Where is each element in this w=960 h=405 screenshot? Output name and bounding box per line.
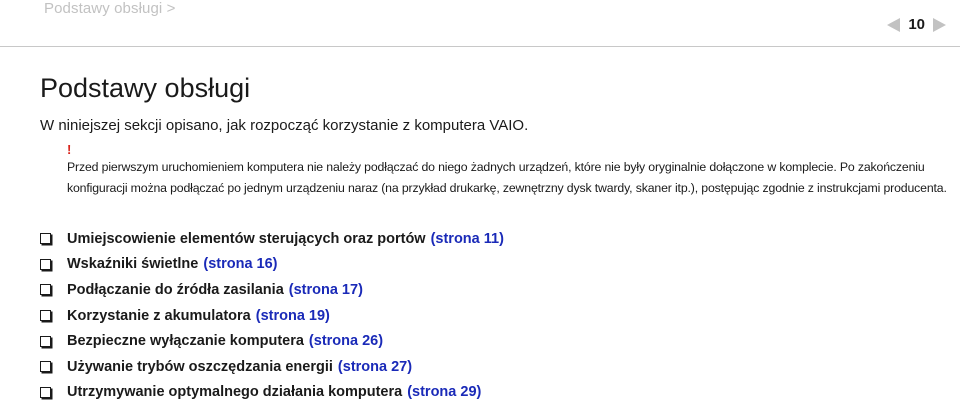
checkbox-bullet-icon	[40, 233, 51, 244]
checkbox-bullet-icon	[40, 310, 51, 321]
toc-item-text: Podłączanie do źródła zasilania	[67, 281, 284, 298]
checkbox-bullet-icon	[40, 284, 51, 295]
intro-text: W niniejszej sekcji opisano, jak rozpocząć korzystanie z komputera VAIO.	[40, 117, 529, 134]
toc-item-text: Korzystanie z akumulatora	[67, 307, 251, 324]
breadcrumb[interactable]: Podstawy obsługi >	[44, 0, 176, 17]
toc-item	[40, 354, 504, 380]
toc-item	[40, 328, 504, 354]
pager	[887, 16, 946, 33]
toc-item-text: Bezpieczne wyłączanie komputera	[67, 333, 304, 350]
previous-page-arrow-icon[interactable]	[887, 18, 900, 32]
checkbox-bullet-icon	[40, 361, 51, 372]
toc-list	[40, 226, 504, 405]
toc-item	[40, 277, 504, 303]
page-title: Podstawy obsługi	[40, 73, 251, 103]
toc-item-text: Wskaźniki świetlne	[67, 256, 199, 273]
checkbox-bullet-icon	[40, 336, 51, 347]
toc-item	[40, 226, 504, 252]
toc-item	[40, 252, 504, 278]
checkbox-bullet-icon	[40, 259, 51, 270]
toc-page-link[interactable]: (strona 17)	[288, 281, 363, 298]
toc-page-link[interactable]: (strona 19)	[255, 307, 330, 324]
warning-line-2: konfiguracji można podłączać po jednym urządzeniu naraz (na przykład drukarkę, zewnętrzny dysk twardy, skaner itp.), postępując zgodnie z instrukcjami producenta.	[67, 181, 947, 195]
toc-item	[40, 380, 504, 405]
toc-page-link[interactable]: (strona 11)	[430, 230, 504, 247]
checkbox-bullet-icon	[40, 387, 51, 398]
toc-item-text: Umiejscowienie elementów sterujących oraz portów	[67, 230, 426, 247]
next-page-arrow-icon[interactable]	[933, 18, 946, 32]
toc-page-link[interactable]: (strona 29)	[407, 384, 482, 401]
warning-icon: !	[67, 142, 72, 157]
page-number: 10	[908, 16, 925, 33]
toc-page-link[interactable]: (strona 16)	[203, 256, 278, 273]
toc-item-text: Używanie trybów oszczędzania energii	[67, 358, 333, 375]
toc-page-link[interactable]: (strona 26)	[308, 333, 384, 350]
toc-page-link[interactable]: (strona 27)	[337, 358, 413, 375]
toc-item-text: Utrzymywanie optymalnego działania komputera	[67, 384, 403, 401]
warning-line-1: Przed pierwszym uruchomieniem komputera nie należy podłączać do niego żadnych urządzeń, które nie były oryginalnie dołączone w komplecie. Po zakończeniu	[67, 160, 925, 174]
warning-note	[67, 157, 947, 199]
toc-item	[40, 303, 504, 329]
header-bar	[0, 0, 960, 47]
